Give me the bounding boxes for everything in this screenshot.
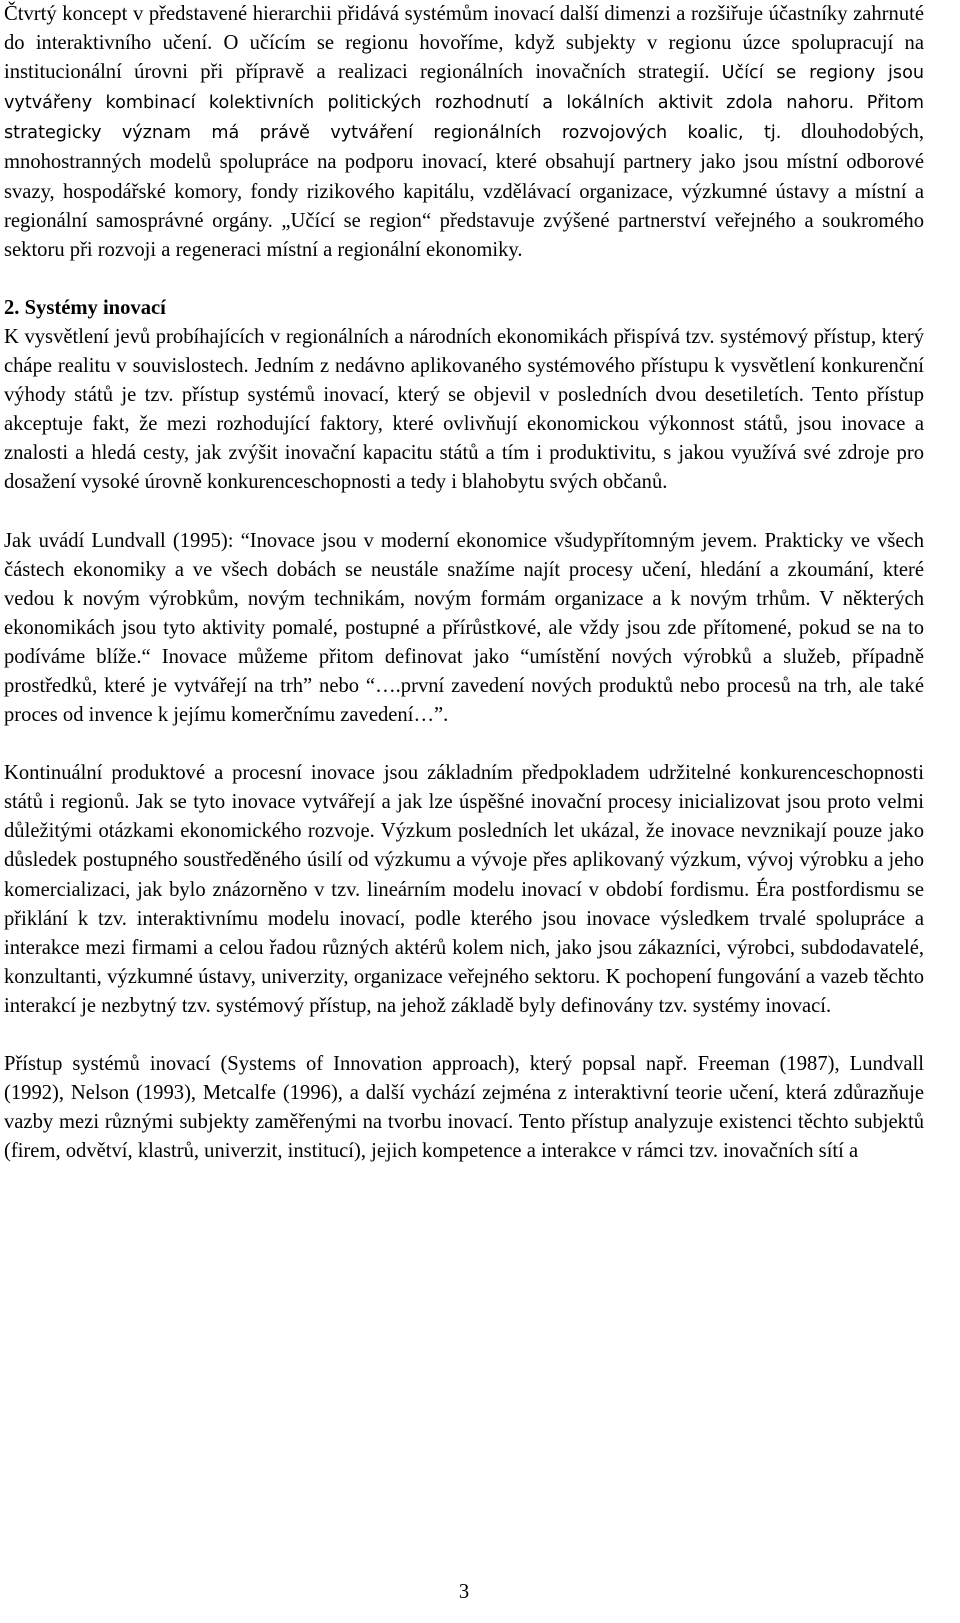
intro-sentence-3: Přitom strategicky význam má právě vytváření regionálních rozvojových koalic, tj. xyxy=(4,93,924,144)
section-heading: 2. Systémy inovací xyxy=(4,296,166,319)
body-paragraph-2: Jak uvádí Lundvall (1995): “Inovace jsou v moderní ekonomice všudypřítomným jevem. Prakticky ve všech částech ekonomiky a ve všech dobách se neustále snažíme najít procesy učení, hledání a zkoumání, které vedou k novým výrobkům, novým technikám, novým formám organizace a k novým trhům. V některých ekonomikách jsou tyto aktivity pomalé, postupné a přírůstkové, ale vždy jsou zde přítomené, pokud se na to podíváme blíže.“ Inovace můžeme přitom definovat jako “umístění nových výrobků a služeb, případně prostředků, které je vytvářejí na trh” nebo “….první zavedení nových produktů nebo procesů na trh, ale také proces od invence k jejímu komerčnímu zavedení…”. xyxy=(4,529,924,727)
body-paragraph-1: K vysvětlení jevů probíhajících v regionálních a národních ekonomikách přispívá tzv. systémový přístup, který chápe realitu v souvislostech. Jedním z nedávno aplikovaného systémového přístupu k vysvětlení konkurenční výhody států je tzv. přístup systémů inovací, který se objevil v posledních dvou desetiletích. Tento přístup akceptuje fakt, že mezi rozhodující faktory, které ovlivňují ekonomickou výkonnost států, jsou inovace a znalosti a hledá cesty, jak zvýšit inovační kapacitu států a tím i produktivitu, s jakou využívá své zdroje pro dosažení vysoké úrovně konkurenceschopnosti a tedy i blahobytu svých občanů. xyxy=(4,325,924,494)
paragraph-gap xyxy=(4,1021,924,1050)
intro-sentence-2: Učící se regiony jsou vytvářeny kombinací kolektivních politických rozhodnutí a lokálních aktivit zdola nahoru. xyxy=(4,63,924,114)
intro-paragraph xyxy=(4,0,924,265)
body-paragraph-3: Kontinuální produktové a procesní inovace jsou základním předpokladem udržitelné konkurenceschopnosti států i regionů. Jak se tyto inovace vytvářejí a jak lze úspěšné inovační procesy inicializovat jsou proto velmi důležitými otázkami ekonomického rozvoje. Výzkum posledních let ukázal, že inovace nevznikají pouze jako důsledek postupného soustředěného úsilí od výzkumu a vývoje přes aplikovaný výzkum, vývoj výrobku a jeho komercializaci, jak bylo znázorněno v tzv. lineárním modelu inovací v období fordismu. Éra postfordismu se přiklání k tzv. interaktivnímu modelu inovací, podle kterého jsou inovace výsledkem trvalé spolupráce a interakce mezi firmami a celou řadou různých aktérů kolem nich, jako jsou zákazníci, výrobci, subdodavatelé, konzultanti, výzkumné ústavy, univerzity, organizace veřejného sektoru. K pochopení fungování a vazeb těchto interakcí je nezbytný tzv. systémový přístup, na jehož základě byly definovány tzv. systémy inovací. xyxy=(4,762,924,1017)
body-paragraph-4: Přístup systémů inovací (Systems of Innovation approach), který popsal např. Freeman (1987), Lundvall (1992), Nelson (1993), Metcalfe (1996), a další vychází zejména z interaktivní teorie učení, která zdůrazňuje vazby mezi různými subjekty zaměřenými na tvorbu inovací. Tento přístup analyzuje existenci těchto subjektů (firem, odvětví, klastrů, univerzit, institucí), jejich kompetence a interakce v rámci tzv. inovačních sítí a xyxy=(4,1053,924,1163)
paragraph-gap xyxy=(4,498,924,527)
paragraph-gap xyxy=(4,265,924,294)
page-number: 3 xyxy=(458,1581,470,1603)
intro-sentence-4: dlouhodobých, mnohostranných modelů spolupráce na podporu inovací, které obsahují partnery jako jsou místní odborové svazy, hospodářské komory, fondy rizikového kapitálu, vzdělávací organizace, výzkumné ústavy a místní a regionální samosprávné orgány. „Učící se region“ představuje zvýšené partnerství veřejného a soukromého sektoru při rozvoji a regeneraci místní a regionální ekonomiky. xyxy=(4,121,924,261)
document-page xyxy=(4,0,924,1603)
intro-sentence-1: Čtvrtý koncept v představené hierarchii přidává systémům inovací další dimenzi a rozšiřuje účastníky zahrnuté do interaktivního učení. O učícím se regionu hovoříme, když subjekty v regionu úzce spolupracují na institucionální úrovni při přípravě a realizaci regionálních inovačních strategií. xyxy=(4,3,924,84)
paragraph-gap xyxy=(4,730,924,759)
